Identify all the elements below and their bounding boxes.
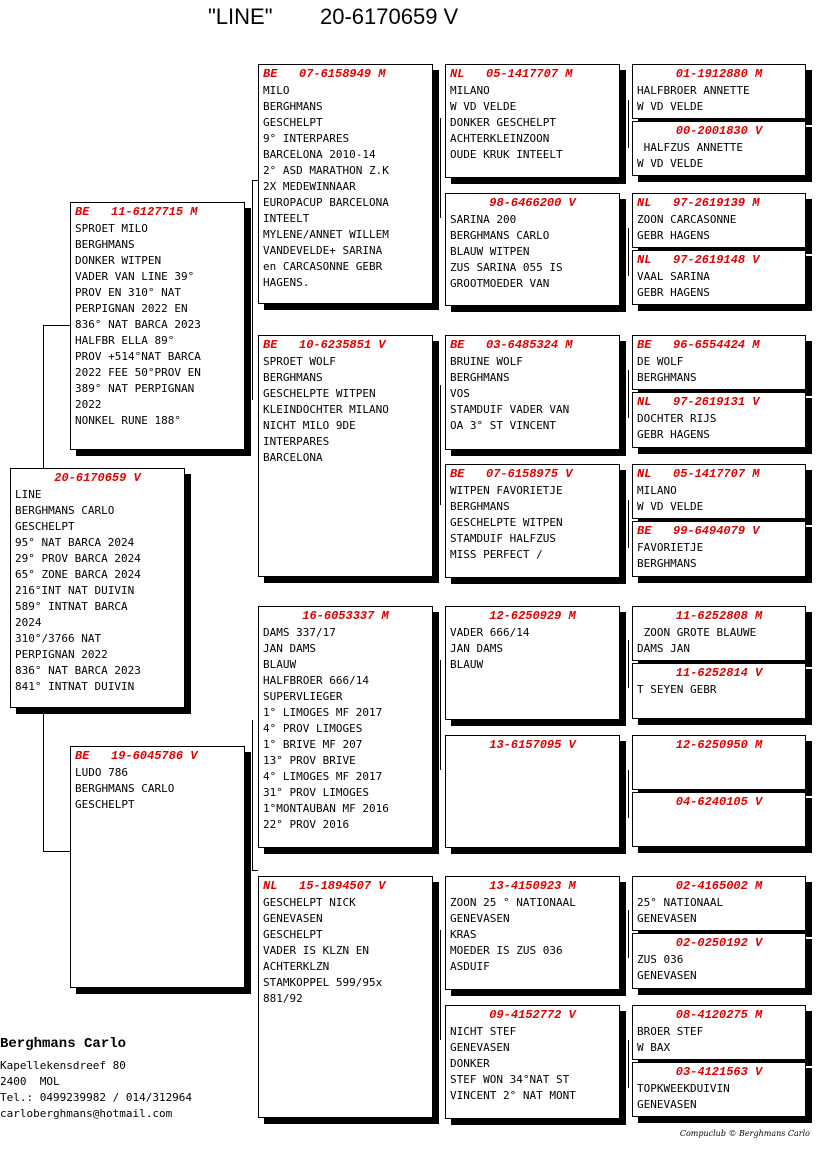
- pigeon-info-line: HALFBR ELLA 89°: [75, 334, 175, 347]
- pigeon-info-line: BERGHMANS: [637, 557, 697, 570]
- pedigree-gen4-box: [632, 876, 806, 931]
- pigeon-info-line: MILANO: [450, 84, 490, 97]
- pedigree-gen4-box: [632, 606, 806, 661]
- ring-number: BE 99-6494079 V: [637, 524, 760, 538]
- pigeon-info-line: FAVORIETJE: [637, 541, 704, 554]
- pigeon-info-line: 2022: [75, 398, 102, 411]
- pigeon-info-line: WITPEN FAVORIETJE: [450, 484, 563, 497]
- connector-line: [628, 770, 629, 818]
- pigeon-info-line: GESCHELPT: [75, 798, 135, 811]
- pigeon-info-line: DAMS 337/17: [263, 626, 336, 639]
- pedigree-gen3-box: [445, 876, 620, 990]
- pigeon-info-line: BRUINE WOLF: [450, 355, 523, 368]
- pedigree-gen4-box: [632, 193, 806, 248]
- pedigree-subject: [10, 468, 185, 708]
- ring-number: NL 05-1417707 M: [450, 67, 573, 81]
- pigeon-info-line: GESCHELPT: [263, 116, 323, 129]
- connector-line: [440, 930, 441, 1040]
- pedigree-dam: [70, 746, 245, 988]
- pedigree-gen4-box: [632, 663, 806, 719]
- page-title-name: "LINE": [208, 4, 273, 29]
- pigeon-info-line: ZUS SARINA 055 IS: [450, 261, 563, 274]
- ring-number: 08-4120275 M: [675, 1008, 763, 1022]
- pigeon-info-line: NICHT STEF: [450, 1025, 517, 1038]
- pedigree-gen4-box: [632, 121, 806, 176]
- ring-number: NL 05-1417707 M: [637, 467, 760, 481]
- pigeon-info-line: ACHTERKLZN: [263, 960, 330, 973]
- connector-line: [43, 325, 70, 326]
- pigeon-info-line: VINCENT 2° NAT MONT: [450, 1089, 576, 1102]
- pigeon-info-line: HALFBROER ANNETTE: [637, 84, 750, 97]
- ring-number: 03-4121563 V: [675, 1065, 763, 1079]
- pigeon-info-line: INTEELT: [263, 212, 310, 225]
- pigeon-info-line: GENEVASEN: [637, 912, 697, 925]
- pedigree-gen2-box: [258, 606, 433, 848]
- pigeon-info-line: HALFZUS ANNETTE: [637, 141, 743, 154]
- ring-number: BE 07-6158949 M: [263, 67, 386, 81]
- pigeon-info-line: 29° PROV BARCA 2024: [15, 552, 141, 565]
- pigeon-info-line: W VD VELDE: [637, 157, 704, 170]
- pigeon-info-line: 25° NATIONAAL: [637, 896, 724, 909]
- pigeon-info-line: DONKER GESCHELPT: [450, 116, 556, 129]
- ring-number: BE 19-6045786 V: [75, 749, 198, 763]
- connector-line: [628, 370, 629, 418]
- pigeon-info-line: GENEVASEN: [450, 1041, 510, 1054]
- pigeon-info-line: VADER 666/14: [450, 626, 530, 639]
- pigeon-info-line: ZOON CARCASONNE: [637, 213, 737, 226]
- ring-number: NL 97-2619148 V: [637, 253, 760, 267]
- pigeon-info-line: en CARCASONNE GEBR: [263, 260, 383, 273]
- pedigree-gen4-box: [632, 250, 806, 305]
- pigeon-info-line: 589° INTNAT BARCA: [15, 600, 128, 613]
- pigeon-info-line: MOEDER IS ZUS 036: [450, 944, 563, 957]
- pedigree-gen4-box: [632, 521, 806, 577]
- ring-number: NL 97-2619139 M: [637, 196, 760, 210]
- pigeon-info-line: BLAUW: [263, 658, 297, 671]
- pigeon-info-line: 841° INTNAT DUIVIN: [15, 680, 135, 693]
- pigeon-info-line: OUDE KRUK INTEELT: [450, 148, 563, 161]
- pedigree-gen4-box: [632, 335, 806, 390]
- ring-number: BE 96-6554424 M: [637, 338, 760, 352]
- ring-number: 04-6240105 V: [675, 795, 763, 809]
- pigeon-info-line: W BAX: [637, 1041, 671, 1054]
- ring-number: 01-1912880 M: [675, 67, 763, 81]
- pigeon-info-line: MILANO: [637, 484, 677, 497]
- pigeon-info-line: TOPKWEEKDUIVIN: [637, 1082, 730, 1095]
- connector-line: [252, 870, 258, 871]
- pigeon-info-line: DE WOLF: [637, 355, 684, 368]
- pigeon-info-line: T SEYEN GEBR: [637, 683, 717, 696]
- connector-line: [628, 640, 629, 688]
- connector-line: [628, 500, 629, 548]
- pigeon-info-line: 310°/3766 NAT: [15, 632, 102, 645]
- pigeon-info-line: ZOON 25 ° NATIONAAL: [450, 896, 576, 909]
- pedigree-gen3-box: [445, 735, 620, 848]
- ring-number: 09-4152772 V: [489, 1008, 576, 1022]
- pedigree-gen2-box: [258, 64, 433, 304]
- pigeon-info-line: W VD VELDE: [637, 100, 704, 113]
- pigeon-info-line: MISS PERFECT /: [450, 548, 543, 561]
- pigeon-info-line: LUDO 786: [75, 766, 128, 779]
- pigeon-info-line: PROV +514°NAT BARCA: [75, 350, 201, 363]
- pigeon-info-line: 389° NAT PERPIGNAN: [75, 382, 195, 395]
- pedigree-gen4-box: [632, 735, 806, 790]
- pigeon-info-line: GESCHELPTE WITPEN: [263, 387, 376, 400]
- pedigree-gen4-box: [632, 1005, 806, 1060]
- pigeon-info-line: 1°MONTAUBAN MF 2016: [263, 802, 389, 815]
- pedigree-gen4-box: [632, 1062, 806, 1117]
- pigeon-info-line: 2022 FEE 50°PROV EN: [75, 366, 201, 379]
- ring-number: BE 10-6235851 V: [263, 338, 386, 352]
- owner-email: carloberghmans@hotmail.com: [0, 1107, 173, 1120]
- ring-number: 00-2001830 V: [675, 124, 763, 138]
- pigeon-info-line: BLAUW WITPEN: [450, 245, 530, 258]
- pigeon-info-line: GENEVASEN: [450, 912, 510, 925]
- pigeon-info-line: DONKER WITPEN: [75, 254, 162, 267]
- ring-number: 98-6466200 V: [489, 196, 576, 210]
- pigeon-info-line: 95° NAT BARCA 2024: [15, 536, 135, 549]
- pigeon-info-line: BERGHMANS: [263, 100, 323, 113]
- ring-number: 11-6252808 M: [675, 609, 763, 623]
- ring-number: 02-4165002 M: [675, 879, 763, 893]
- pigeon-info-line: STAMKOPPEL 599/95x: [263, 976, 383, 989]
- pigeon-info-line: 881/92: [263, 992, 303, 1005]
- pigeon-info-line: ASDUIF: [450, 960, 490, 973]
- pigeon-info-line: 65° ZONE BARCA 2024: [15, 568, 141, 581]
- connector-line: [43, 707, 44, 851]
- pedigree-gen3-box: [445, 464, 620, 578]
- pigeon-info-line: BARCELONA: [263, 451, 323, 464]
- pigeon-info-line: OA 3° ST VINCENT: [450, 419, 556, 432]
- pigeon-info-line: BERGHMANS CARLO: [450, 229, 550, 242]
- pigeon-info-line: GESCHELPT: [15, 520, 75, 533]
- pigeon-info-line: HALFBROER 666/14: [263, 674, 369, 687]
- pigeon-info-line: GEBR HAGENS: [637, 229, 710, 242]
- connector-line: [252, 180, 253, 400]
- pigeon-info-line: 836° NAT BARCA 2023: [75, 318, 201, 331]
- pigeon-info-line: DONKER: [450, 1057, 490, 1070]
- pigeon-info-line: EUROPACUP BARCELONA: [263, 196, 389, 209]
- pigeon-info-line: BERGHMANS: [637, 371, 697, 384]
- connector-line: [440, 118, 441, 218]
- pedigree-gen4-box: [632, 933, 806, 989]
- pigeon-info-line: MILO: [263, 84, 290, 97]
- pigeon-info-line: VOS: [450, 387, 470, 400]
- ring-number: 11-6252814 V: [675, 666, 763, 680]
- pedigree-gen2-box: [258, 335, 433, 577]
- pigeon-info-line: GENEVASEN: [263, 912, 323, 925]
- pigeon-info-line: GESCHELPT NICK: [263, 896, 356, 909]
- pigeon-info-line: HAGENS.: [263, 276, 310, 289]
- ring-number: 12-6250950 M: [675, 738, 763, 752]
- pigeon-info-line: 9° INTERPARES: [263, 132, 350, 145]
- ring-number: NL 97-2619131 V: [637, 395, 760, 409]
- connector-line: [440, 660, 441, 770]
- pigeon-info-line: PERPIGNAN 2022: [15, 648, 108, 661]
- footer-credit: Compuclub © Berghmans Carlo: [679, 1129, 810, 1138]
- connector-line: [628, 910, 629, 958]
- owner-phone: Tel.: 0499239982 / 014/312964: [0, 1091, 193, 1104]
- pigeon-info-line: BERGHMANS CARLO: [75, 782, 175, 795]
- ring-number: 02-0250192 V: [675, 936, 763, 950]
- pigeon-info-line: VAAL SARINA: [637, 270, 710, 283]
- connector-line: [628, 1040, 629, 1088]
- connector-line: [252, 720, 253, 870]
- pigeon-info-line: DAMS JAN: [637, 642, 690, 655]
- pigeon-info-line: STAMDUIF VADER VAN: [450, 403, 570, 416]
- connector-line: [43, 851, 70, 852]
- ring-number: 13-4150923 M: [489, 879, 576, 893]
- pedigree-gen4-box: [632, 392, 806, 448]
- pigeon-info-line: 1° LIMOGES MF 2017: [263, 706, 383, 719]
- pigeon-info-line: W VD VELDE: [637, 500, 704, 513]
- connector-line: [628, 100, 629, 148]
- ring-number: 12-6250929 M: [489, 609, 576, 623]
- pigeon-info-line: JAN DAMS: [450, 642, 503, 655]
- pigeon-info-line: NICHT MILO 9DE: [263, 419, 356, 432]
- pigeon-info-line: SUPERVLIEGER: [263, 690, 343, 703]
- pigeon-info-line: GEBR HAGENS: [637, 428, 710, 441]
- pigeon-info-line: BERGHMANS: [75, 238, 135, 251]
- pedigree-gen2-box: [258, 876, 433, 1118]
- page-title-ring: 20-6170659 V: [320, 4, 459, 29]
- pigeon-info-line: GEBR HAGENS: [637, 286, 710, 299]
- pedigree-gen3-box: [445, 1005, 620, 1119]
- pigeon-info-line: 1° BRIVE MF 207: [263, 738, 363, 751]
- ring-number: 13-6157095 V: [489, 738, 576, 752]
- connector-line: [440, 385, 441, 505]
- pigeon-info-line: MYLENE/ANNET WILLEM: [263, 228, 389, 241]
- pigeon-info-line: GESCHELPT: [263, 928, 323, 941]
- pigeon-info-line: BERGHMANS CARLO: [15, 504, 115, 517]
- pigeon-info-line: SPROET WOLF: [263, 355, 336, 368]
- pigeon-info-line: VADER VAN LINE 39°: [75, 270, 195, 283]
- pigeon-info-line: PERPIGNAN 2022 EN: [75, 302, 188, 315]
- pigeon-info-line: GROOTMOEDER VAN: [450, 277, 550, 290]
- pigeon-info-line: BERGHMANS: [450, 500, 510, 513]
- pigeon-info-line: 31° PROV LIMOGES: [263, 786, 369, 799]
- pigeon-info-line: JAN DAMS: [263, 642, 316, 655]
- pedigree-gen3-box: [445, 193, 620, 306]
- pigeon-info-line: GENEVASEN: [637, 969, 697, 982]
- pedigree-sire: [70, 202, 245, 450]
- pedigree-gen3-box: [445, 335, 620, 450]
- pigeon-info-line: 13° PROV BRIVE: [263, 754, 356, 767]
- ring-number: BE 11-6127715 M: [75, 205, 198, 219]
- pigeon-info-line: BROER STEF: [637, 1025, 704, 1038]
- ring-number: 16-6053337 M: [302, 609, 389, 623]
- pigeon-info-line: SARINA 200: [450, 213, 517, 226]
- pigeon-info-line: 22° PROV 2016: [263, 818, 350, 831]
- owner-block: [0, 1035, 192, 1122]
- pigeon-info-line: PROV EN 310° NAT: [75, 286, 181, 299]
- connector-line: [628, 228, 629, 276]
- pedigree-gen4-box: [632, 464, 806, 519]
- pigeon-info-line: GESCHELPTE WITPEN: [450, 516, 563, 529]
- pigeon-info-line: BLAUW: [450, 658, 484, 671]
- pigeon-info-line: GENEVASEN: [637, 1098, 697, 1111]
- pigeon-info-line: LINE: [15, 488, 42, 501]
- pigeon-info-line: BARCELONA 2010-14: [263, 148, 376, 161]
- owner-address: Kapellekensdreef 80: [0, 1059, 126, 1072]
- pigeon-info-line: ACHTERKLEINZOON: [450, 132, 550, 145]
- pigeon-info-line: STEF WON 34°NAT ST: [450, 1073, 570, 1086]
- connector-line: [43, 325, 44, 470]
- pigeon-info-line: BERGHMANS: [450, 371, 510, 384]
- pigeon-info-line: NONKEL RUNE 188°: [75, 414, 181, 427]
- pigeon-info-line: 216°INT NAT DUIVIN: [15, 584, 135, 597]
- pigeon-info-line: 2X MEDEWINNAAR: [263, 180, 356, 193]
- pigeon-info-line: KRAS: [450, 928, 477, 941]
- pigeon-info-line: BERGHMANS: [263, 371, 323, 384]
- pigeon-info-line: VANDEVELDE+ SARINA: [263, 244, 383, 257]
- pigeon-info-line: SPROET MILO: [75, 222, 148, 235]
- owner-name: Berghmans Carlo: [0, 1036, 127, 1052]
- pigeon-info-line: 2° ASD MARATHON Z.K: [263, 164, 389, 177]
- pedigree-gen3-box: [445, 606, 620, 720]
- pigeon-info-line: 4° LIMOGES MF 2017: [263, 770, 383, 783]
- pigeon-info-line: ZUS 036: [637, 953, 684, 966]
- pigeon-info-line: KLEINDOCHTER MILANO: [263, 403, 389, 416]
- ring-number: NL 15-1894507 V: [263, 879, 386, 893]
- ring-number: BE 07-6158975 V: [450, 467, 573, 481]
- pigeon-info-line: 836° NAT BARCA 2023: [15, 664, 141, 677]
- pigeon-info-line: STAMDUIF HALFZUS: [450, 532, 556, 545]
- ring-number: 20-6170659 V: [54, 471, 141, 485]
- pigeon-info-line: VADER IS KLZN EN: [263, 944, 369, 957]
- pigeon-info-line: ZOON GROTE BLAUWE: [637, 626, 757, 639]
- pigeon-info-line: 4° PROV LIMOGES: [263, 722, 363, 735]
- pedigree-gen3-box: [445, 64, 620, 178]
- pigeon-info-line: 2024: [15, 616, 42, 629]
- ring-number: BE 03-6485324 M: [450, 338, 573, 352]
- pigeon-info-line: W VD VELDE: [450, 100, 517, 113]
- pedigree-gen4-box: [632, 64, 806, 119]
- pedigree-gen4-box: [632, 792, 806, 847]
- owner-city: 2400 MOL: [0, 1075, 60, 1088]
- pigeon-info-line: DOCHTER RIJS: [637, 412, 717, 425]
- pigeon-info-line: INTERPARES: [263, 435, 330, 448]
